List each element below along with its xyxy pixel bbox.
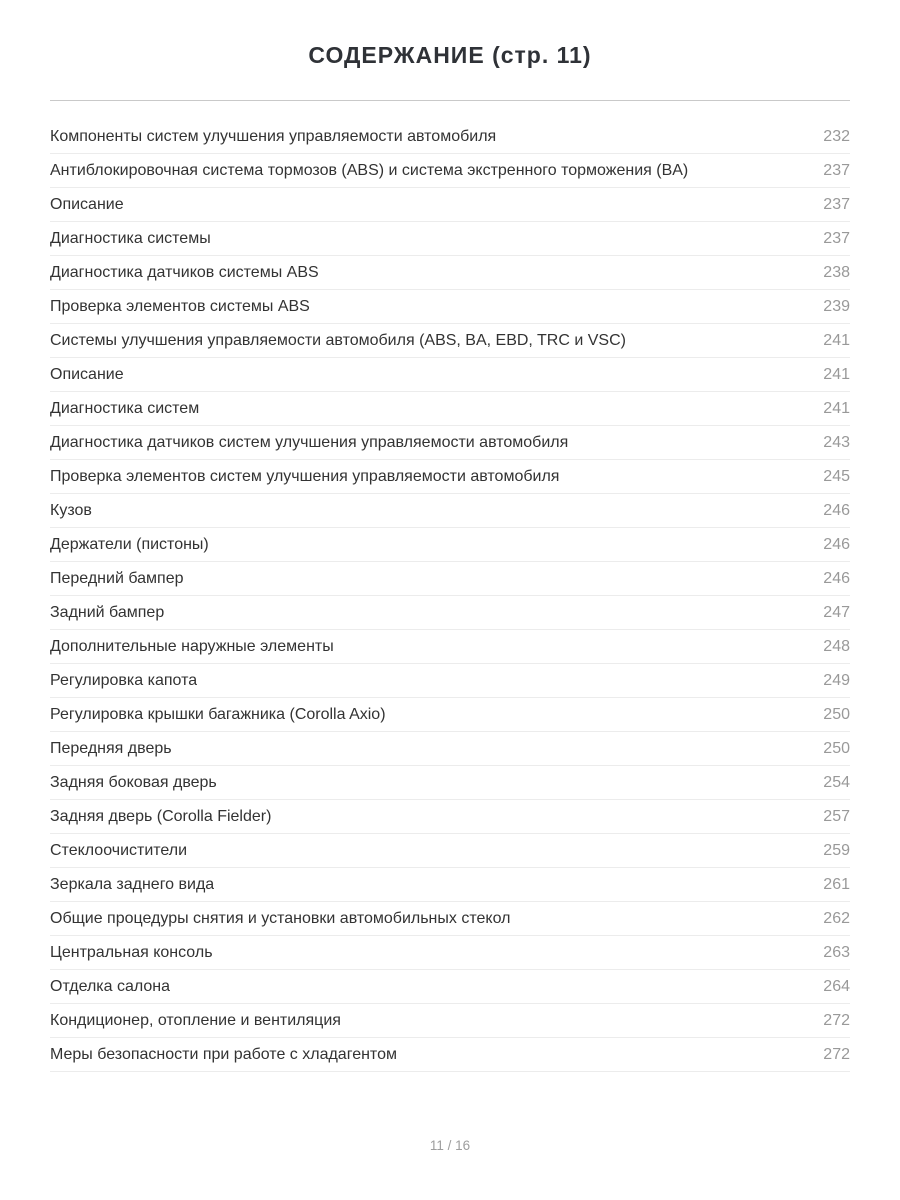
toc-entry-title: Отделка салона — [50, 977, 171, 995]
toc-entry-title: Регулировка крышки багажника (Corolla Axio) — [50, 705, 386, 723]
toc-entry-title: Передний бампер — [50, 569, 184, 587]
toc-entry-title: Диагностика датчиков системы ABS — [50, 263, 319, 281]
toc-row — [50, 460, 850, 494]
toc-row — [50, 596, 850, 630]
toc-row — [50, 188, 850, 222]
toc-entry-page: 272 — [823, 1011, 850, 1029]
toc-entry-page: 250 — [823, 705, 850, 723]
toc-entry-title: Задний бампер — [50, 603, 165, 621]
toc-entry-title: Дополнительные наружные элементы — [50, 637, 334, 655]
toc-entry-title: Диагностика систем — [50, 399, 200, 417]
title-divider — [50, 100, 850, 101]
toc-entry-title: Задняя дверь (Corolla Fielder) — [50, 807, 272, 825]
toc-entry-title: Проверка элементов системы ABS — [50, 297, 310, 315]
toc-row — [50, 358, 850, 392]
page-title: СОДЕРЖАНИЕ (стр. 11) — [308, 42, 592, 68]
toc-entry-title: Системы улучшения управляемости автомобиля (ABS, BA, EBD, TRC и VSC) — [50, 331, 626, 349]
toc-entry-title: Диагностика системы — [50, 229, 211, 247]
toc-row — [50, 256, 850, 290]
toc-list — [50, 120, 850, 1072]
toc-row — [50, 664, 850, 698]
toc-entry-page: 241 — [823, 365, 850, 383]
toc-entry-title: Антиблокировочная система тормозов (ABS) и система экстренного торможения (BA) — [50, 161, 689, 179]
toc-entry-title: Стеклоочистители — [50, 841, 188, 859]
toc-row — [50, 1004, 850, 1038]
toc-row — [50, 834, 850, 868]
toc-entry-page: 238 — [823, 263, 850, 281]
toc-row — [50, 868, 850, 902]
toc-entry-page: 262 — [823, 909, 850, 927]
toc-entry-title: Описание — [50, 195, 124, 213]
toc-row — [50, 222, 850, 256]
toc-row — [50, 528, 850, 562]
toc-entry-title: Задняя боковая дверь — [50, 773, 217, 791]
toc-row — [50, 392, 850, 426]
toc-entry-page: 246 — [823, 535, 850, 553]
toc-entry-title: Зеркала заднего вида — [50, 875, 215, 893]
toc-entry-page: 246 — [823, 501, 850, 519]
toc-row — [50, 154, 850, 188]
toc-row — [50, 732, 850, 766]
toc-row — [50, 494, 850, 528]
toc-row — [50, 1038, 850, 1072]
toc-entry-page: 263 — [823, 943, 850, 961]
toc-entry-page: 257 — [823, 807, 850, 825]
toc-row — [50, 698, 850, 732]
toc-entry-page: 248 — [823, 637, 850, 655]
toc-entry-page: 237 — [823, 229, 850, 247]
toc-row — [50, 630, 850, 664]
toc-entry-page: 250 — [823, 739, 850, 757]
toc-row — [50, 426, 850, 460]
toc-row — [50, 290, 850, 324]
toc-entry-title: Проверка элементов систем улучшения управляемости автомобиля — [50, 467, 560, 485]
toc-entry-title: Передняя дверь — [50, 739, 172, 757]
toc-entry-page: 241 — [823, 399, 850, 417]
toc-entry-page: 239 — [823, 297, 850, 315]
toc-entry-page: 249 — [823, 671, 850, 689]
toc-entry-title: Держатели (пистоны) — [50, 535, 209, 553]
toc-row — [50, 800, 850, 834]
toc-entry-page: 261 — [823, 875, 850, 893]
toc-entry-page: 237 — [823, 195, 850, 213]
toc-entry-page: 247 — [823, 603, 850, 621]
toc-entry-page: 241 — [823, 331, 850, 349]
toc-entry-page: 259 — [823, 841, 850, 859]
toc-entry-title: Меры безопасности при работе с хладагентом — [50, 1045, 397, 1063]
toc-entry-page: 232 — [823, 127, 850, 145]
toc-entry-page: 264 — [823, 977, 850, 995]
toc-entry-title: Кузов — [50, 501, 92, 519]
toc-row — [50, 970, 850, 1004]
toc-entry-title: Диагностика датчиков систем улучшения управляемости автомобиля — [50, 433, 569, 451]
toc-row — [50, 120, 850, 154]
toc-row — [50, 766, 850, 800]
toc-entry-page: 246 — [823, 569, 850, 587]
toc-entry-page: 237 — [823, 161, 850, 179]
toc-entry-title: Центральная консоль — [50, 943, 213, 961]
page-number-indicator: 11 / 16 — [429, 1138, 471, 1153]
toc-row — [50, 936, 850, 970]
toc-row — [50, 324, 850, 358]
toc-entry-page: 245 — [823, 467, 850, 485]
toc-entry-title: Регулировка капота — [50, 671, 198, 689]
toc-entry-page: 254 — [823, 773, 850, 791]
toc-entry-title: Общие процедуры снятия и установки автомобильных стекол — [50, 909, 511, 927]
toc-entry-title: Компоненты систем улучшения управляемости автомобиля — [50, 127, 497, 145]
toc-row — [50, 562, 850, 596]
toc-entry-title: Кондиционер, отопление и вентиляция — [50, 1011, 341, 1029]
toc-entry-title: Описание — [50, 365, 124, 383]
toc-row — [50, 902, 850, 936]
toc-entry-page: 243 — [823, 433, 850, 451]
toc-entry-page: 272 — [823, 1045, 850, 1063]
